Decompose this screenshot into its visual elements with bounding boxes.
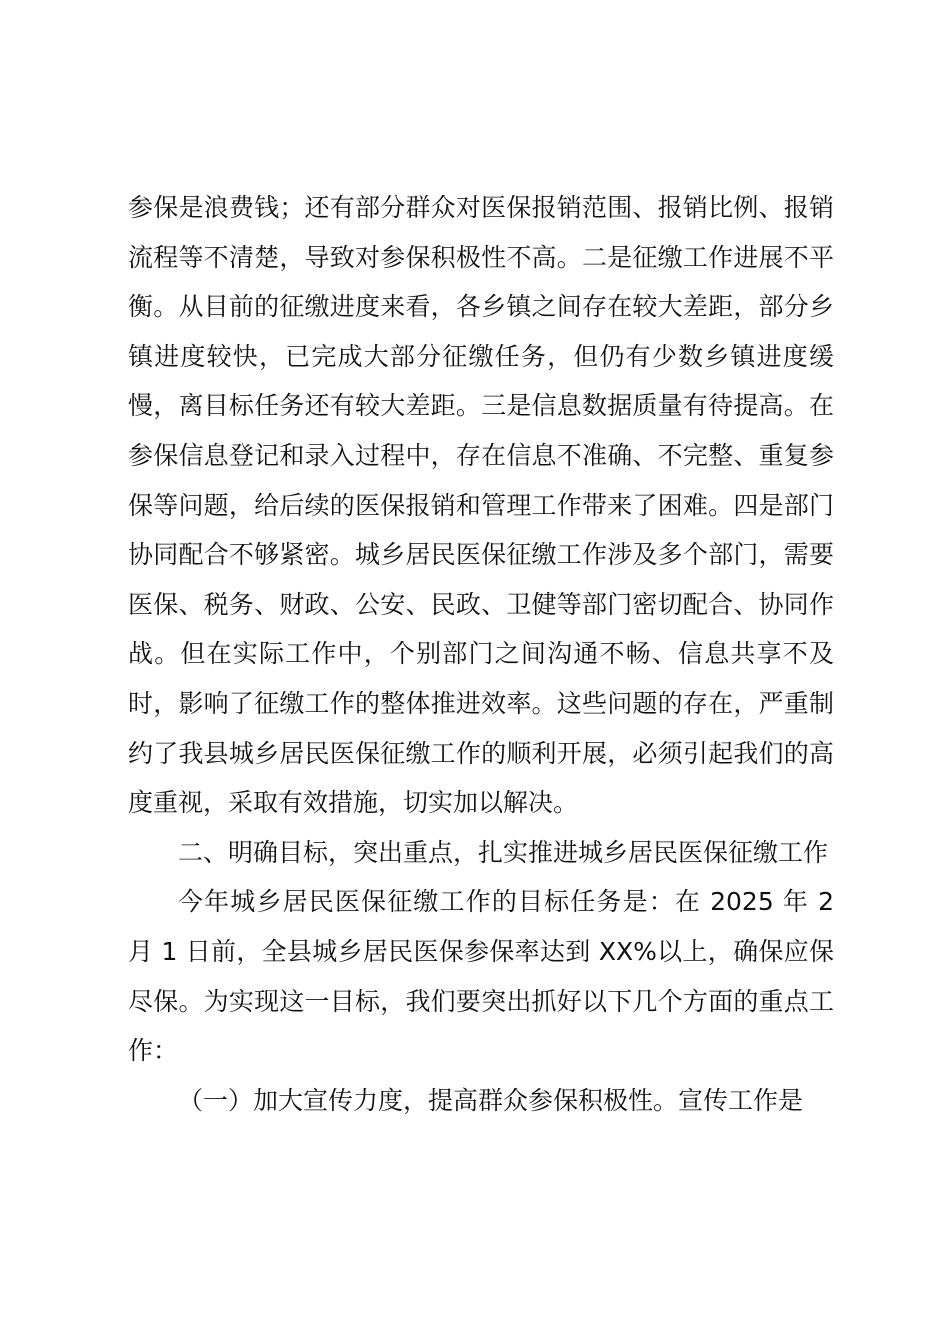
paragraph-targets: 今年城乡居民医保征缴工作的目标任务是：在 2025 年 2 月 1 日前，全县城乡居民医保参保率达到 XX%以上，确保应保尽保。为实现这一目标，我们要突出抓好以下几个方面的重点工作：	[128, 887, 834, 1066]
document-body	[128, 183, 834, 1125]
paragraph-problems: 参保是浪费钱；还有部分群众对医保报销范围、报销比例、报销流程等不清楚，导致对参保积极性不高。二是征缴工作进展不平衡。从目前的征缴进度来看，各乡镇之间存在较大差距，部分乡镇进度较快，已完成大部分征缴任务，但仍有少数乡镇进度缓慢，离目标任务还有较大差距。三是信息数据质量有待提高。在参保信息登记和录入过程中，存在信息不准确、不完整、重复参保等问题，给后续的医保报销和管理工作带来了困难。四是部门协同配合不够紧密。城乡居民医保征缴工作涉及多个部门，需要医保、税务、财政、公安、民政、卫健等部门密切配合、协同作战。但在实际工作中，个别部门之间沟通不畅、信息共享不及时，影响了征缴工作的整体推进效率。这些问题的存在，严重制约了我县城乡居民医保征缴工作的顺利开展，必须引起我们的高度重视，采取有效措施，切实加以解决。	[128, 193, 834, 818]
paragraph-publicity: （一）加大宣传力度，提高群众参保积极性。宣传工作是	[178, 1085, 804, 1115]
section-heading: 二、明确目标，突出重点，扎实推进城乡居民医保征缴工作	[178, 837, 829, 867]
